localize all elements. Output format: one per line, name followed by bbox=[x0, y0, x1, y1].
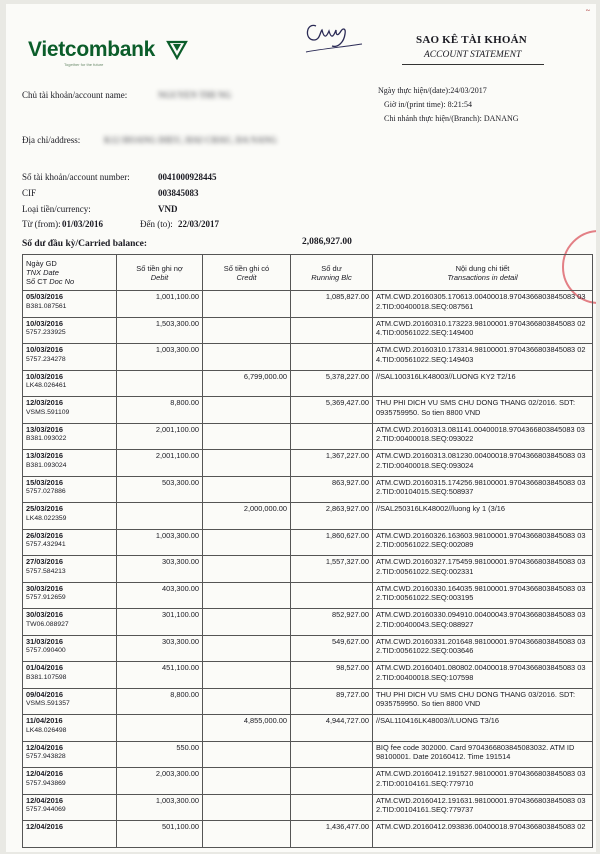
cell-balance: 852,927.00 bbox=[291, 609, 373, 636]
tx-desc-line1: ATM.CWD.20160305.170613.00400018.9704366803845083 03 bbox=[376, 292, 586, 301]
tx-date: 12/04/2016 bbox=[26, 822, 63, 831]
tx-date: 13/03/2016 bbox=[26, 424, 63, 434]
tx-desc-line1: //SAL100316LK48003//LUONG KY2 T2/16 bbox=[376, 371, 516, 381]
bank-logo-text: Vietcombank bbox=[28, 38, 156, 61]
tx-desc-line2: 2.TID:00561022.SEQ:002089 bbox=[376, 540, 474, 549]
cell-debit: 1,003,300.00 bbox=[117, 529, 203, 556]
tx-ref: 5757.943869 bbox=[26, 779, 66, 787]
tx-desc-line2: 4.TID:00561022.SEQ:149403 bbox=[376, 354, 474, 364]
cell-description bbox=[373, 423, 593, 450]
cell-balance bbox=[291, 794, 373, 821]
cell-balance: 1,436,477.00 bbox=[291, 821, 373, 848]
tx-desc-line2: 2.TID:00561022.SEQ:003646 bbox=[376, 646, 474, 655]
print-branch-value: DANANG bbox=[483, 114, 519, 123]
cell-credit: 2,000,000.00 bbox=[203, 503, 291, 530]
print-time-label: Giờ in/(print time): bbox=[384, 100, 446, 109]
cell-balance bbox=[291, 344, 373, 371]
account-number-label: Số tài khoản/account number: bbox=[22, 172, 130, 182]
table-row bbox=[23, 715, 593, 742]
cell-debit: 501,100.00 bbox=[117, 821, 203, 848]
cell-balance: 549,627.00 bbox=[291, 635, 373, 662]
cell-credit bbox=[203, 529, 291, 556]
cell-debit: 503,300.00 bbox=[117, 476, 203, 503]
tx-desc-line1: BIQ fee code 302000. Card 9704366803845083032. ATM ID bbox=[376, 742, 575, 752]
cell-description bbox=[373, 662, 593, 689]
cell-date bbox=[23, 662, 117, 689]
cell-debit: 8,800.00 bbox=[117, 397, 203, 424]
account-holder-value: NGUYEN THI NG bbox=[158, 90, 232, 100]
print-date-value: 24/03/2017 bbox=[450, 86, 487, 95]
tx-desc-line1: ATM.CWD.20160331.201648.98100001.9704366803845083 03 bbox=[376, 636, 586, 646]
tx-desc-line1: ATM.CWD.20160310.173314.98100001.9704366803845083 02 bbox=[376, 345, 586, 354]
header-running-balance: Số dư Running Blc bbox=[291, 255, 373, 291]
cell-date bbox=[23, 450, 117, 477]
cell-description bbox=[373, 291, 593, 318]
carried-balance-label: Số dư đầu kỳ/Carried balance: bbox=[22, 239, 147, 249]
cell-balance: 5,369,427.00 bbox=[291, 397, 373, 424]
cell-credit bbox=[203, 635, 291, 662]
cell-debit: 1,003,300.00 bbox=[117, 344, 203, 371]
tx-ref: B381.093022 bbox=[26, 435, 67, 442]
tx-desc-line1: ATM.CWD.20160313.081141.00400018.9704366803845083 03 bbox=[376, 424, 585, 434]
vietcombank-logo-icon bbox=[166, 38, 188, 60]
table-row bbox=[23, 794, 593, 821]
tx-ref: 5757.584213 bbox=[26, 567, 66, 575]
cell-description bbox=[373, 344, 593, 371]
tx-desc-line2: 98100001. Date 20160412. Time 191514 bbox=[376, 752, 511, 761]
cell-description bbox=[373, 741, 593, 768]
tx-ref: 5757.912659 bbox=[26, 594, 66, 601]
tx-desc-line2: 2.TID:00104015.SEQ:508937 bbox=[376, 487, 474, 496]
tx-ref: 5757.944069 bbox=[26, 806, 66, 813]
tx-date: 05/03/2016 bbox=[26, 292, 63, 301]
table-row bbox=[23, 344, 593, 371]
from-value: 01/03/2016 bbox=[62, 219, 104, 229]
tx-ref: LK48.026498 bbox=[26, 726, 67, 734]
tx-ref: B381.107598 bbox=[26, 673, 67, 681]
cell-debit: 1,001,100.00 bbox=[117, 291, 203, 318]
tx-date: 11/04/2016 bbox=[26, 716, 63, 725]
cell-debit: 403,300.00 bbox=[117, 582, 203, 609]
tx-date: 12/04/2016 bbox=[26, 795, 63, 805]
table-row bbox=[23, 317, 593, 344]
cell-credit bbox=[203, 423, 291, 450]
tx-date: 01/04/2016 bbox=[26, 663, 63, 672]
print-time bbox=[384, 100, 472, 109]
tx-desc-line1: ATM.CWD.20160412.093836.00400018.9704366803845083 02 bbox=[376, 822, 586, 831]
cell-description bbox=[373, 715, 593, 742]
tx-ref: 5757.943828 bbox=[26, 753, 66, 760]
to-value: 22/03/2017 bbox=[178, 219, 220, 229]
cell-balance: 4,944,727.00 bbox=[291, 715, 373, 742]
tx-ref: 5757.432941 bbox=[26, 541, 66, 548]
tx-desc-line1: ATM.CWD.20160326.163603.98100001.9704366803845083 03 bbox=[376, 530, 586, 540]
to-label: Đến (to): bbox=[140, 219, 173, 229]
title-divider bbox=[402, 64, 544, 65]
cell-date bbox=[23, 344, 117, 371]
tx-desc-line1: ATM.CWD.20160315.174256.98100001.9704366803845083 03 bbox=[376, 477, 586, 487]
cell-balance: 1,557,327.00 bbox=[291, 556, 373, 583]
cell-balance bbox=[291, 423, 373, 450]
tx-date: 10/03/2016 bbox=[26, 345, 63, 354]
tx-desc-line1: ATM.CWD.20160401.080802.00400018.9704366803845083 03 bbox=[376, 663, 586, 672]
cell-credit: 4,855,000.00 bbox=[203, 715, 291, 742]
table-row bbox=[23, 370, 593, 397]
handwritten-signature bbox=[302, 16, 366, 56]
tx-desc-line1: ATM.CWD.20160327.175459.98100001.9704366803845083 03 bbox=[376, 557, 586, 566]
tx-desc-line2: 2.TID:00104161.SEQ:779710 bbox=[376, 778, 474, 788]
cell-description bbox=[373, 794, 593, 821]
table-row bbox=[23, 291, 593, 318]
cell-date bbox=[23, 768, 117, 795]
tx-desc-line2: 0935759950. So tien 8800 VND bbox=[376, 407, 481, 417]
tx-date: 31/03/2016 bbox=[26, 636, 63, 646]
tx-desc-line1: ATM.CWD.20160330.094910.00400043.9704366803845083 03 bbox=[376, 610, 586, 619]
tx-desc-line1: ATM.CWD.20160412.191631.98100001.9704366803845083 03 bbox=[376, 795, 586, 805]
transactions-table bbox=[22, 254, 593, 848]
table-row bbox=[23, 556, 593, 583]
tx-desc-line1: //SAL110416LK48003//LUONG T3/16 bbox=[376, 716, 499, 725]
tx-desc-line2: 2.TID:00561022.SEQ:003195 bbox=[376, 593, 474, 602]
tx-date: 26/03/2016 bbox=[26, 530, 63, 540]
cell-balance bbox=[291, 768, 373, 795]
tx-desc-line2: 2.TID:00104161.SEQ:779737 bbox=[376, 805, 474, 814]
cell-description bbox=[373, 556, 593, 583]
tx-ref: VSMS.591357 bbox=[26, 700, 70, 707]
tx-ref: B381.087561 bbox=[26, 302, 67, 310]
cell-date bbox=[23, 317, 117, 344]
cell-debit: 301,100.00 bbox=[117, 609, 203, 636]
cell-credit bbox=[203, 794, 291, 821]
cell-balance: 863,927.00 bbox=[291, 476, 373, 503]
statement-title-vn: SAO KÊ TÀI KHOẢN bbox=[416, 34, 527, 46]
cell-credit bbox=[203, 582, 291, 609]
cell-debit bbox=[117, 370, 203, 397]
cell-date bbox=[23, 794, 117, 821]
tx-desc-line2: 2.TID:00561022.SEQ:002331 bbox=[376, 566, 474, 576]
table-row bbox=[23, 741, 593, 768]
tx-desc-line2: 0935759950. So tien 8800 VND bbox=[376, 699, 481, 708]
cell-credit bbox=[203, 768, 291, 795]
table-row bbox=[23, 476, 593, 503]
tx-date: 30/03/2016 bbox=[26, 610, 63, 619]
tx-date: 30/03/2016 bbox=[26, 583, 63, 593]
tx-desc-line1: //SAL250316LK48002//luong ky 1 (3/16 bbox=[376, 504, 506, 513]
cell-description bbox=[373, 609, 593, 636]
table-row bbox=[23, 688, 593, 715]
cell-balance bbox=[291, 741, 373, 768]
cell-balance: 1,085,827.00 bbox=[291, 291, 373, 318]
cell-description bbox=[373, 503, 593, 530]
tx-ref: LK48.026461 bbox=[26, 382, 67, 389]
tx-desc-line1: THU PHI DICH VU SMS CHU DONG THANG 03/2016. SDT: bbox=[376, 689, 576, 699]
table-row bbox=[23, 662, 593, 689]
tx-ref: LK48.022359 bbox=[26, 514, 67, 522]
table-row bbox=[23, 609, 593, 636]
cell-credit bbox=[203, 450, 291, 477]
cell-credit bbox=[203, 397, 291, 424]
cell-debit: 8,800.00 bbox=[117, 688, 203, 715]
cell-credit bbox=[203, 609, 291, 636]
cell-description bbox=[373, 370, 593, 397]
tx-date: 15/03/2016 bbox=[26, 477, 63, 487]
cell-description bbox=[373, 582, 593, 609]
tx-date: 13/03/2016 bbox=[26, 451, 63, 460]
cell-debit: 1,003,300.00 bbox=[117, 794, 203, 821]
cell-balance: 5,378,227.00 bbox=[291, 370, 373, 397]
corner-handwriting: ~ bbox=[585, 6, 590, 15]
cell-description bbox=[373, 317, 593, 344]
tx-date: 12/04/2016 bbox=[26, 769, 63, 778]
cell-debit: 451,100.00 bbox=[117, 662, 203, 689]
print-branch-label: Chi nhánh thực hiện/(Branch): bbox=[384, 114, 482, 123]
cell-balance bbox=[291, 317, 373, 344]
tx-date: 10/03/2016 bbox=[26, 318, 63, 328]
cell-debit: 2,001,100.00 bbox=[117, 423, 203, 450]
header-credit: Số tiền ghi có Credit bbox=[203, 255, 291, 291]
tx-desc-line2: 2.TID:00400018.SEQ:087561 bbox=[376, 301, 474, 311]
tx-date: 12/04/2016 bbox=[26, 742, 63, 752]
cell-date bbox=[23, 423, 117, 450]
cell-debit: 2,003,300.00 bbox=[117, 768, 203, 795]
tx-date: 27/03/2016 bbox=[26, 557, 63, 566]
cell-date bbox=[23, 741, 117, 768]
cell-date bbox=[23, 635, 117, 662]
header-debit: Số tiền ghi nợ Debit bbox=[117, 255, 203, 291]
cell-debit: 303,300.00 bbox=[117, 635, 203, 662]
transactions-body bbox=[23, 291, 593, 848]
print-branch bbox=[384, 114, 519, 123]
cell-description bbox=[373, 397, 593, 424]
cell-credit bbox=[203, 741, 291, 768]
cell-credit bbox=[203, 821, 291, 848]
table-row bbox=[23, 423, 593, 450]
tx-desc-line2: 2.TID:00400018.SEQ:093024 bbox=[376, 460, 474, 470]
table-row bbox=[23, 582, 593, 609]
cell-date bbox=[23, 609, 117, 636]
table-row bbox=[23, 768, 593, 795]
cell-date bbox=[23, 556, 117, 583]
cell-date bbox=[23, 821, 117, 848]
tx-desc-line1: ATM.CWD.20160313.081230.00400018.9704366803845083 03 bbox=[376, 451, 586, 460]
cell-credit bbox=[203, 662, 291, 689]
cell-debit: 2,001,100.00 bbox=[117, 450, 203, 477]
cell-description bbox=[373, 688, 593, 715]
tx-ref: 5757.234278 bbox=[26, 355, 66, 363]
cell-credit bbox=[203, 317, 291, 344]
cell-debit: 303,300.00 bbox=[117, 556, 203, 583]
cell-credit: 6,799,000.00 bbox=[203, 370, 291, 397]
table-header-row bbox=[23, 255, 593, 291]
cell-debit bbox=[117, 715, 203, 742]
cell-balance: 89,727.00 bbox=[291, 688, 373, 715]
address-label: Địa chỉ/address: bbox=[22, 135, 81, 145]
cell-credit bbox=[203, 291, 291, 318]
bank-tagline: Together for the future bbox=[64, 62, 104, 67]
cell-balance: 1,367,227.00 bbox=[291, 450, 373, 477]
table-row bbox=[23, 450, 593, 477]
cell-debit bbox=[117, 503, 203, 530]
statement-title-en: ACCOUNT STATEMENT bbox=[424, 50, 522, 60]
cell-date bbox=[23, 582, 117, 609]
cell-credit bbox=[203, 344, 291, 371]
cell-description bbox=[373, 529, 593, 556]
tx-ref: VSMS.591109 bbox=[26, 408, 70, 416]
carried-balance-value: 2,086,927.00 bbox=[302, 237, 352, 247]
cell-debit: 1,503,300.00 bbox=[117, 317, 203, 344]
tx-date: 12/03/2016 bbox=[26, 398, 63, 407]
cell-date bbox=[23, 688, 117, 715]
table-row bbox=[23, 821, 593, 848]
cell-date bbox=[23, 529, 117, 556]
cell-date bbox=[23, 291, 117, 318]
table-row bbox=[23, 635, 593, 662]
cell-date bbox=[23, 503, 117, 530]
header-transaction-detail: Nội dung chi tiết Transactions in detail bbox=[373, 255, 593, 291]
currency-value: VND bbox=[158, 204, 178, 214]
tx-date: 09/04/2016 bbox=[26, 689, 63, 699]
tx-desc-line1: ATM.CWD.20160330.164035.98100001.9704366803845083 03 bbox=[376, 583, 586, 593]
cell-balance bbox=[291, 582, 373, 609]
cell-date bbox=[23, 397, 117, 424]
tx-desc-line1: THU PHI DICH VU SMS CHU DONG THANG 02/2016. SDT: bbox=[376, 398, 576, 407]
cell-date bbox=[23, 370, 117, 397]
cell-balance: 1,860,627.00 bbox=[291, 529, 373, 556]
cif-value: 003845083 bbox=[158, 188, 199, 198]
print-date bbox=[378, 86, 487, 95]
tx-ref: B381.093024 bbox=[26, 461, 67, 469]
tx-desc-line2: 2.TID:00400018.SEQ:107598 bbox=[376, 672, 474, 682]
tx-desc-line2: 2.TID:00400018.SEQ:093022 bbox=[376, 434, 474, 443]
account-holder-label: Chủ tài khoản/account name: bbox=[22, 90, 128, 100]
cell-credit bbox=[203, 688, 291, 715]
table-row bbox=[23, 529, 593, 556]
table-row bbox=[23, 397, 593, 424]
tx-date: 10/03/2016 bbox=[26, 371, 63, 381]
cell-description bbox=[373, 450, 593, 477]
cell-credit bbox=[203, 556, 291, 583]
cell-date bbox=[23, 715, 117, 742]
tx-desc-line1: ATM.CWD.20160310.173223.98100001.9704366803845083 02 bbox=[376, 318, 586, 328]
tx-desc-line2: 2.TID:00400043.SEQ:088927 bbox=[376, 619, 474, 629]
cell-description bbox=[373, 768, 593, 795]
print-date-label: Ngày thực hiện/(date): bbox=[378, 86, 451, 95]
address-value: K12 HOANG DIEU, HAI CHAU, DA NANG bbox=[104, 135, 278, 145]
account-number-value: 0041000928445 bbox=[158, 172, 217, 182]
cell-debit: 550.00 bbox=[117, 741, 203, 768]
tx-ref: 5757.090400 bbox=[26, 647, 66, 654]
table-row bbox=[23, 503, 593, 530]
cell-description bbox=[373, 821, 593, 848]
from-label: Từ (from): bbox=[22, 219, 61, 229]
tx-ref: 5757.027886 bbox=[26, 488, 66, 495]
tx-ref: TW06.088927 bbox=[26, 620, 69, 628]
cell-description bbox=[373, 635, 593, 662]
tx-desc-line2: 4.TID:00561022.SEQ:149400 bbox=[376, 328, 474, 337]
cell-credit bbox=[203, 476, 291, 503]
tx-date: 25/03/2016 bbox=[26, 504, 63, 513]
cell-description bbox=[373, 476, 593, 503]
cell-balance: 2,863,927.00 bbox=[291, 503, 373, 530]
tx-ref: 5757.233925 bbox=[26, 329, 66, 336]
cell-balance: 98,527.00 bbox=[291, 662, 373, 689]
cell-date bbox=[23, 476, 117, 503]
header-date: Ngày GD TNX Date Số CT Doc No bbox=[23, 255, 117, 291]
statement-page bbox=[6, 4, 596, 852]
print-time-value: 8:21:54 bbox=[447, 100, 473, 109]
cif-label: CIF bbox=[22, 188, 37, 198]
tx-desc-line1: ATM.CWD.20160412.191527.98100001.9704366803845083 03 bbox=[376, 769, 586, 778]
currency-label: Loại tiền/currency: bbox=[22, 204, 91, 214]
